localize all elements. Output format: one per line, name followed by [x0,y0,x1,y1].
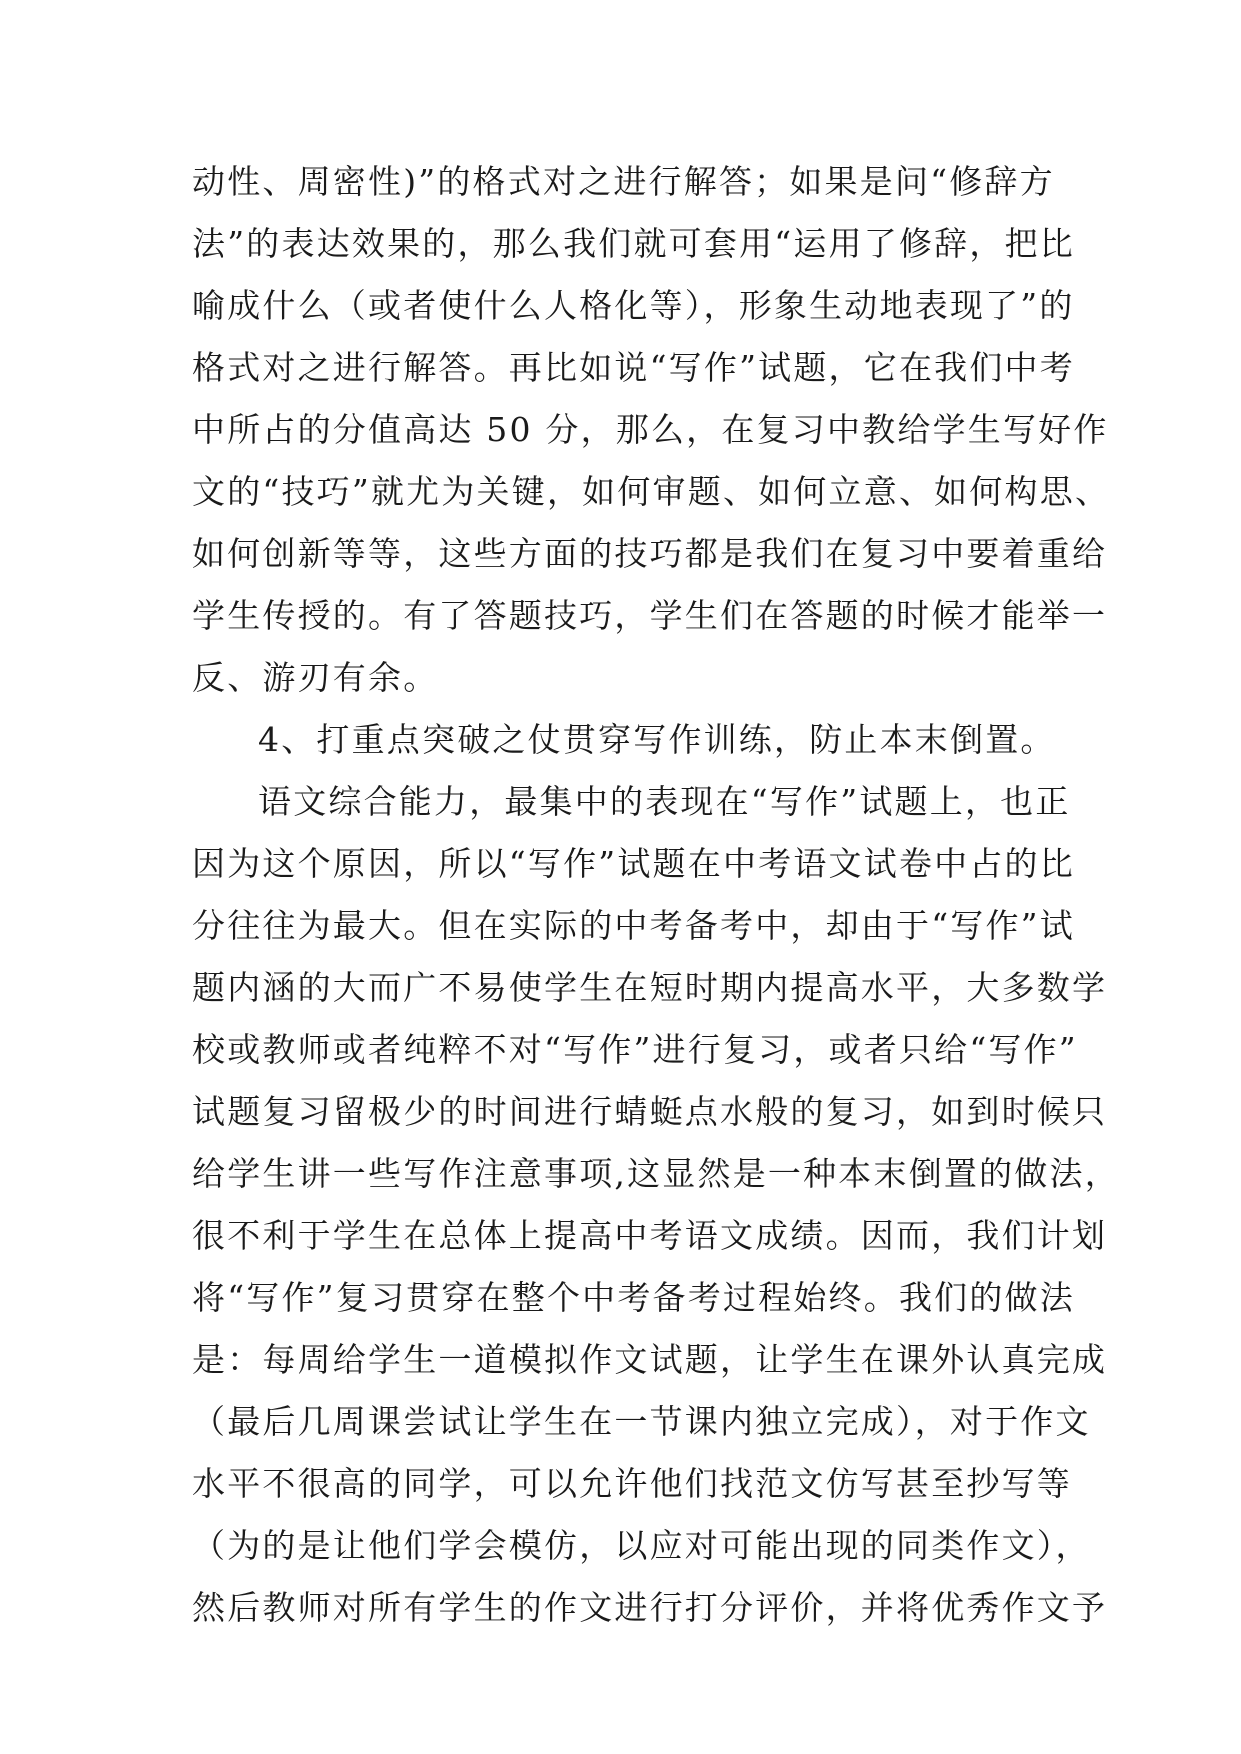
paragraph-line: 校或教师或者纯粹不对“写作”进行复习，或者只给“写作” [192,1030,1078,1069]
paragraph-line: 将“写作”复习贯穿在整个中考备考过程始终。我们的做法 [192,1278,1075,1317]
paragraph-line: 文的“技巧”就尤为关键，如何审题、如何立意、如何构思、 [192,472,1111,511]
paragraph-line: （为的是让他们学会模仿，以应对可能出现的同类作文）， [192,1526,1091,1565]
paragraph-line: 格式对之进行解答。再比如说“写作”试题，它在我们中考 [192,348,1075,387]
paragraph-line: 法”的表达效果的，那么我们就可套用“运用了修辞，把比 [192,224,1075,263]
paragraph-line: 喻成什么（或者使什么人格化等），形象生动地表现了”的 [192,286,1075,325]
paragraph-line: 因为这个原因，所以“写作”试题在中考语文试卷中占的比 [192,844,1075,883]
paragraph-line: 分往往为最大。但在实际的中考备考中，却由于“写作”试 [192,906,1075,945]
paragraph-line: （最后几周课尝试让学生在一节课内独立完成），对于作文 [192,1402,1091,1441]
paragraph-line: 是：每周给学生一道模拟作文试题，让学生在课外认真完成 [192,1340,1108,1379]
section-heading: 4、打重点突破之仗贯穿写作训练，防止本末倒置。 [258,720,1056,759]
paragraph-line: 学生传授的。有了答题技巧，学生们在答题的时候才能举一 [192,596,1108,635]
paragraph-line: 然后教师对所有学生的作文进行打分评价，并将优秀作文予 [192,1588,1108,1627]
paragraph-line: 动性、周密性)”的格式对之进行解答；如果是问“修辞方 [192,162,1055,201]
paragraph-line-last: 反、游刃有余。 [192,658,439,697]
paragraph-line: 水平不很高的同学，可以允许他们找范文仿写甚至抄写等 [192,1464,1072,1503]
paragraph-line: 中所占的分值高达 50 分，那么，在复习中教给学生写好作 [192,410,1109,449]
paragraph-line: 题内涵的大而广不易使学生在短时期内提高水平，大多数学 [192,968,1108,1007]
paragraph-line: 很不利于学生在总体上提高中考语文成绩。因而，我们计划 [192,1216,1108,1255]
paragraph-line: 如何创新等等，这些方面的技巧都是我们在复习中要着重给 [192,534,1108,573]
paragraph-line: 试题复习留极少的时间进行蜻蜓点水般的复习，如到时候只 [192,1092,1108,1131]
paragraph-line: 给学生讲一些写作注意事项,这显然是一种本末倒置的做法， [192,1154,1120,1193]
paragraph-first-line: 语文综合能力，最集中的表现在“写作”试题上，也正 [258,782,1071,821]
